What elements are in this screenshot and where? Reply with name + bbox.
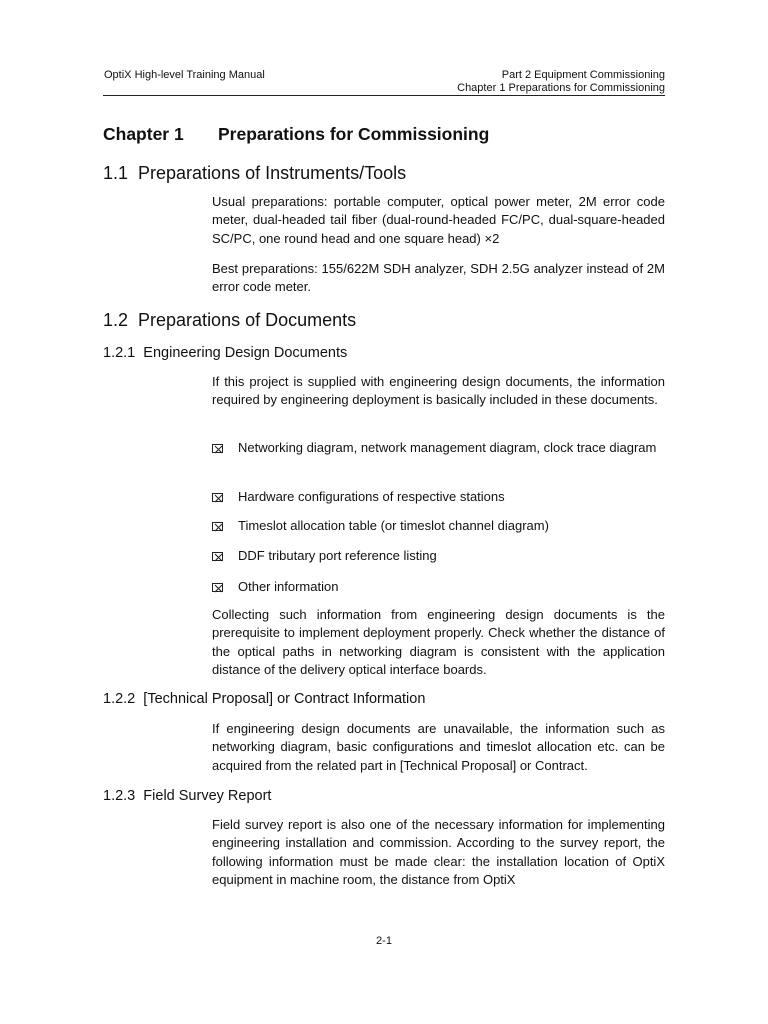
checkbox-x-icon [212,493,223,502]
section-heading-1-1: 1.1 Preparations of Instruments/Tools [103,163,407,183]
running-header-left: OptiX High-level Training Manual [104,69,265,81]
subsection-heading-1-2-3: 1.2.3 Field Survey Report [103,788,272,804]
list-item [212,577,665,596]
list-item [212,487,665,506]
list-item-text: Other information [238,579,339,594]
subsection-heading-1-2-2: 1.2.2 [Technical Proposal] or Contract Information [103,691,426,707]
paragraph-usual-preparations [212,193,665,248]
subsection-heading-1-2-1: 1.2.1 Engineering Design Documents [103,345,348,361]
paragraph-design-intro [212,373,665,410]
paragraph-design-outro [212,606,665,679]
list-item-text: Networking diagram, network management diagram, clock trace diagram [238,440,657,455]
page-number: 2-1 [376,935,392,947]
list-item-text: Timeslot allocation table (or timeslot channel diagram) [238,518,549,533]
paragraph-field-survey [212,816,665,889]
paragraph-technical-proposal [212,720,665,775]
list-item-text: Hardware configurations of respective stations [238,489,505,504]
list-item [212,546,665,565]
running-header-part: Part 2 Equipment Commissioning [501,69,665,81]
section-heading-1-2: 1.2 Preparations of Documents [103,310,357,330]
header-rule [103,95,665,96]
checkbox-x-icon [212,552,223,561]
list-item-text: DDF tributary port reference listing [238,548,437,563]
checkbox-x-icon [212,444,223,453]
paragraph-text: Collecting such information from engineering design documents is the prerequisite to implement deployment properly. Check whether the distance of the optical paths in networking diagram is consistent with the application distance of the delivery optical interface boards. [212,607,665,677]
paragraph-best-preparations [212,260,665,297]
running-header-chapter: Chapter 1 Preparations for Commissioning [457,82,665,94]
running-header-right [457,69,665,95]
chapter-title-text: Preparations for Commissioning [218,124,490,144]
chapter-number: Chapter 1 [103,124,184,144]
chapter-title [103,124,489,145]
checkbox-x-icon [212,522,223,531]
paragraph-text: Best preparations: 155/622M SDH analyzer, SDH 2.5G analyzer instead of 2M error code meter. [212,261,665,295]
paragraph-text: Usual preparations: portable computer, optical power meter, 2M error code meter, dual-headed tail fiber (dual-round-headed FC/PC, dual-square-headed SC/PC, one round head and one square head) ×2 [212,194,665,246]
checkbox-x-icon [212,583,223,592]
paragraph-text: Field survey report is also one of the necessary information for implementing engineering installation and commission. According to the survey report, the following information must be made clear: the installation location of OptiX equipment in machine room, the distance from OptiX [212,817,665,887]
list-item [212,516,665,535]
list-item [212,438,665,457]
paragraph-text: If this project is supplied with engineering design documents, the information required by engineering deployment is basically included in these documents. [212,374,665,408]
paragraph-text: If engineering design documents are unavailable, the information such as networking diagram, basic configurations and timeslot allocation etc. can be acquired from the related part in [Technical Proposal] or Contract. [212,721,665,773]
